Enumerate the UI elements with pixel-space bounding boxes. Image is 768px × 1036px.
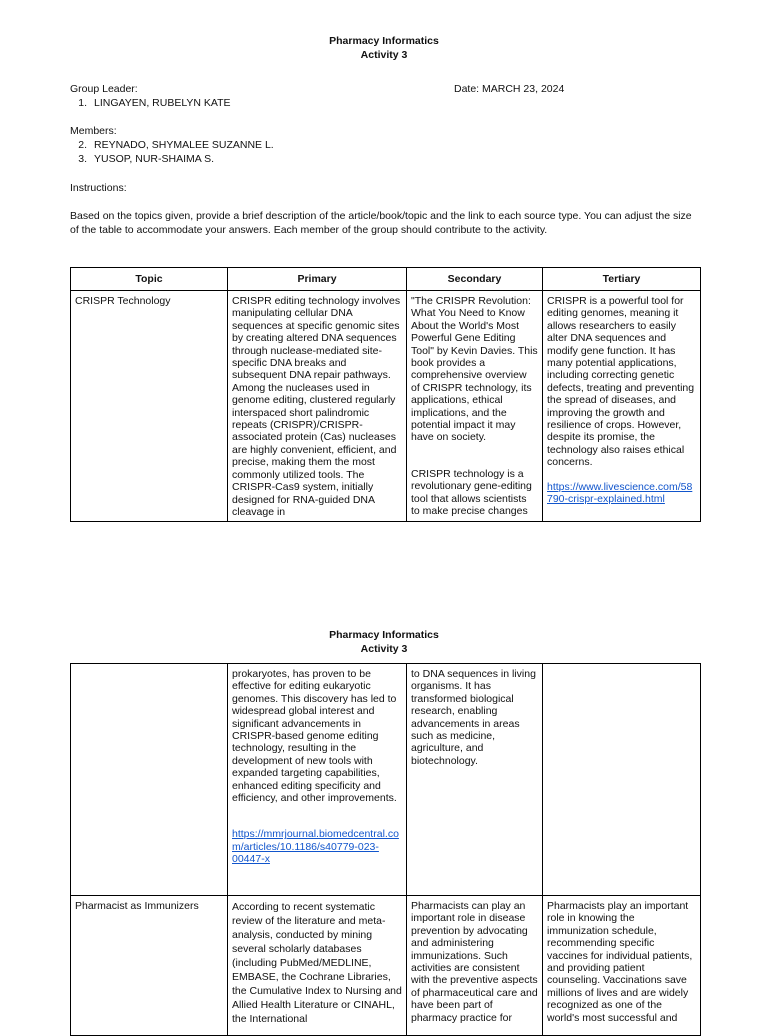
member-name: REYNADO, SHYMALEE SUZANNE L. bbox=[94, 139, 274, 151]
table-row bbox=[71, 291, 701, 522]
list-number: 3. bbox=[78, 153, 87, 165]
sources-table bbox=[70, 267, 701, 522]
list-number: 1. bbox=[78, 97, 87, 109]
table-row bbox=[71, 896, 701, 1036]
header-primary: Primary bbox=[228, 268, 407, 291]
topic-cell: CRISPR Technology bbox=[71, 291, 228, 522]
primary-source-link[interactable]: https://mmrjournal.biomedcentral.com/articles/10.1186/s40779-023-00447-x bbox=[232, 828, 399, 866]
table-header-row bbox=[71, 268, 701, 291]
header-tertiary: Tertiary bbox=[543, 268, 701, 291]
member-name: YUSOP, NUR-SHAIMA S. bbox=[94, 153, 215, 165]
tertiary-cell bbox=[543, 291, 701, 522]
secondary-cell bbox=[407, 291, 543, 522]
page1-subtitle: Activity 3 bbox=[360, 49, 408, 61]
page2-heading bbox=[0, 628, 768, 656]
sources-table-continued bbox=[70, 663, 701, 1036]
primary-cell: According to recent systematic review of the literature and meta-analysis, conducted by mining several scholarly databases (including PubMed/MEDLINE, EMBASE, the Cochrane Libraries, the Cumulative Index to Nursing and Allied Health Literature or CINAHL, the International bbox=[228, 896, 407, 1036]
page2-subtitle: Activity 3 bbox=[360, 643, 408, 655]
page1-heading bbox=[0, 34, 768, 62]
group-leader-label: Group Leader: bbox=[70, 83, 138, 95]
member-list-item bbox=[70, 153, 214, 165]
header-secondary: Secondary bbox=[407, 268, 543, 291]
members-label: Members: bbox=[70, 125, 117, 137]
tertiary-cell bbox=[543, 664, 701, 896]
secondary-description: "The CRISPR Revolution: What You Need to Know About the World's Most Powerful Gene Editing Tool" by Kevin Davies. This book provides a comprehensive overview of CRISPR technology, its applications, ethical implications, and the potential impact it may have on society. bbox=[411, 295, 538, 444]
tertiary-source-link[interactable]: https://www.livescience.com/58790-crispr-explained.html bbox=[547, 480, 693, 506]
tertiary-description: CRISPR is a powerful tool for editing genomes, meaning it allows researchers to easily alter DNA sequences and modify gene function. It has many potential applications, including correcting genetic defects, treating and preventing the spread of diseases, and improving the growth and resilience of crops. However, despite its promise, the technology also raises ethical concerns. bbox=[547, 295, 695, 469]
page2-title: Pharmacy Informatics bbox=[329, 629, 439, 641]
table-row bbox=[71, 664, 701, 896]
tertiary-cell: Pharmacists play an important role in knowing the immunization schedule, recommending specific vaccines for individual patients, and providing patient counseling. Vaccinations save millions of lives and are widely recognized as one of the world's most successful and bbox=[543, 896, 701, 1036]
page1-title: Pharmacy Informatics bbox=[329, 35, 439, 47]
topic-cell bbox=[71, 664, 228, 896]
leader-list-item bbox=[70, 97, 231, 109]
leader-name: LINGAYEN, RUBELYN KATE bbox=[94, 97, 231, 109]
date-label: Date: MARCH 23, 2024 bbox=[454, 83, 565, 95]
primary-description: prokaryotes, has proven to be effective for editing eukaryotic genomes. This discovery has led to widespread global interest and significant advancements in CRISPR-based genome editing technology, resulting in the development of new tools with expanded targeting capabilities, enhanced editing specificity and efficiency, and other improvements. bbox=[232, 668, 397, 805]
secondary-cell: Pharmacists can play an important role in disease prevention by advocating and administering immunizations. Such activities are consistent with the preventive aspects of pharmaceutical care and have been part of pharmacy practice for bbox=[407, 896, 543, 1036]
instructions-text: Based on the topics given, provide a brief description of the article/book/topic and the link to each source type. You can adjust the size of the table to accommodate your answers. Each member of the group should contribute to the activity. bbox=[70, 210, 692, 236]
header-topic: Topic bbox=[71, 268, 228, 291]
topic-cell: Pharmacist as Immunizers bbox=[71, 896, 228, 1036]
primary-cell bbox=[228, 664, 407, 896]
secondary-cell: to DNA sequences in living organisms. It has transformed biological research, enabling advancements in areas such as medicine, agriculture, and biotechnology. bbox=[407, 664, 543, 896]
primary-cell: CRISPR editing technology involves manipulating cellular DNA sequences at specific genomic sites by creating altered DNA sequences through nuclease-mediated site-specific DNA breaks and subsequent DNA repair pathways. Among the nucleases used in genome editing, clustered regularly interspaced short palindromic repeats (CRISPR)/CRISPR-associated protein (Cas) nucleases are highly convenient, efficient, and precise, making them the most commonly utilized tools. The CRISPR-Cas9 system, initially designed for RNA-guided DNA cleavage in bbox=[228, 291, 407, 522]
instructions-label: Instructions: bbox=[70, 182, 127, 194]
member-list-item bbox=[70, 139, 274, 151]
secondary-summary: CRISPR technology is a revolutionary gene-editing tool that allows scientists to make precise changes bbox=[411, 467, 532, 518]
list-number: 2. bbox=[78, 139, 87, 151]
